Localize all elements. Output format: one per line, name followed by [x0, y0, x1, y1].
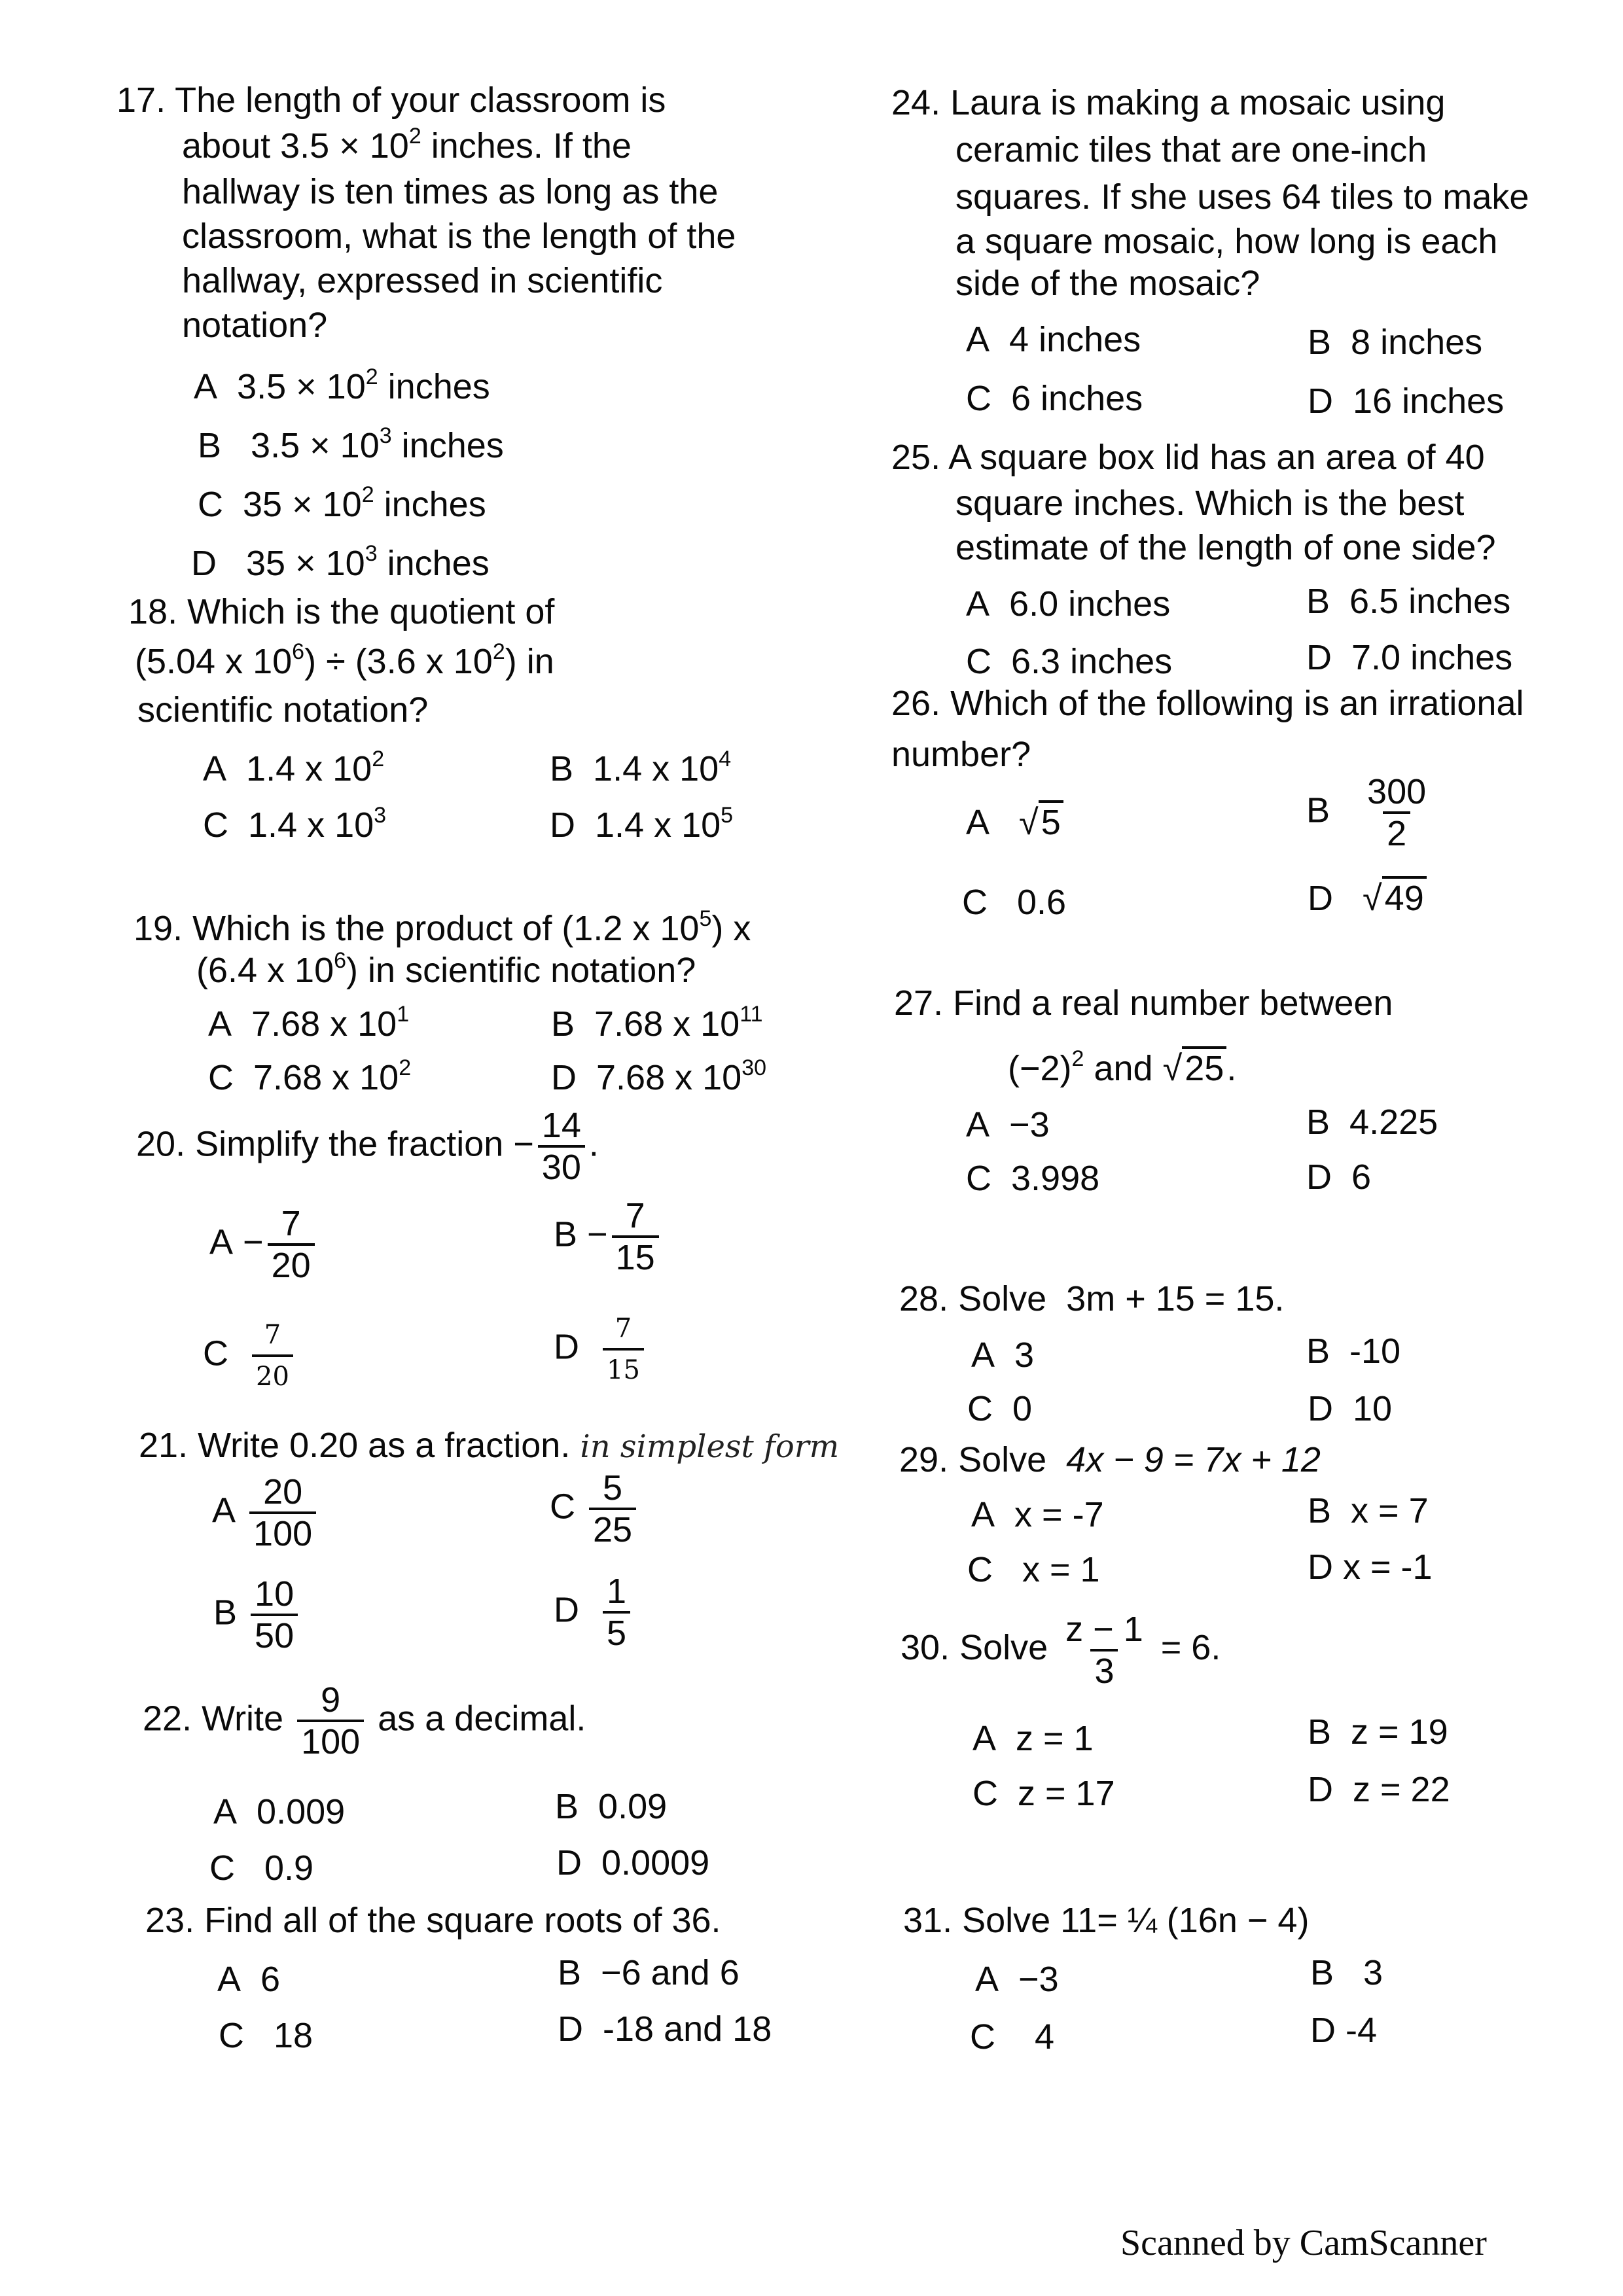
q28-option-a[interactable]: A 3 — [971, 1335, 1035, 1375]
q30-option-a[interactable]: A z = 1 — [972, 1719, 1094, 1758]
q20-stem: 20. Simplify the fraction − $\frac{14}{30}$ . — [136, 1106, 599, 1187]
q18-line1: 18. Which is the quotient of — [128, 592, 555, 631]
q29-option-a[interactable]: A x = -7 — [971, 1495, 1104, 1534]
q25-option-d[interactable]: D 7.0 inches — [1306, 638, 1513, 677]
q24-line1: 24. Laura is making a mosaic using — [891, 83, 1446, 122]
q26-option-c[interactable]: C 0.6 — [962, 883, 1067, 922]
q26-option-b[interactable]: B $\frac{300}{2}$ — [1306, 772, 1427, 853]
q20-option-c[interactable]: C $\frac{7}{20}$ — [203, 1315, 297, 1396]
q30-option-d[interactable]: D z = 22 — [1308, 1770, 1450, 1809]
q24-line5: side of the mosaic? — [955, 264, 1260, 303]
q29-option-b[interactable]: B x = 7 — [1308, 1491, 1429, 1530]
q19-line2: (6.4 x $10^6$) in scientific notation? — [196, 948, 696, 990]
q19-option-a[interactable]: A 7.68 x $10^1$ — [208, 1002, 410, 1044]
q30-option-b[interactable]: B z = 19 — [1308, 1712, 1448, 1752]
q20-option-b[interactable]: B − $\frac{7}{15}$ — [554, 1196, 663, 1277]
q18-option-a[interactable]: A 1.4 x $10^2$ — [203, 747, 385, 788]
q18-option-b[interactable]: B 1.4 x $10^4$ — [550, 747, 732, 788]
q21-option-d[interactable]: D $\frac{1}{5}$ — [554, 1572, 634, 1653]
q30-stem: 30. Solve $\frac{z - 1}{3}$ = 6. — [901, 1610, 1221, 1691]
q24-line2: ceramic tiles that are one-inch — [955, 130, 1427, 169]
q18-expression: (5.04 x $10^6) \div (3.6$ x $10^2$) in — [135, 639, 554, 681]
q17-line4: classroom, what is the length of the — [182, 217, 736, 256]
q29-option-d[interactable]: D x = -1 — [1308, 1547, 1433, 1587]
q27-line2: $(-2)^2$ and √25. — [1008, 1046, 1237, 1088]
q21-handwritten-note: in simplest form — [580, 1428, 840, 1465]
q17-option-c[interactable]: C $35 \times 10^2$ inches — [198, 482, 486, 524]
q18-line2: scientific notation? — [137, 690, 429, 730]
q27-option-d[interactable]: D 6 — [1306, 1157, 1372, 1197]
q23-option-a[interactable]: A 6 — [217, 1960, 281, 1999]
q20-option-a[interactable]: A − $\frac{7}{20}$ — [209, 1204, 319, 1285]
q31-option-a[interactable]: A −3 — [975, 1960, 1059, 1999]
q28-option-d[interactable]: D 10 — [1308, 1389, 1393, 1428]
scanner-footer: Scanned by CamScanner — [1120, 2223, 1487, 2263]
q22-option-b[interactable]: B 0.09 — [555, 1787, 668, 1826]
q26-option-a[interactable]: A √5 — [966, 800, 1063, 845]
q19-line1: 19. Which is the product of (1.2 x $10^5$) x — [134, 906, 751, 948]
q27-stem: 27. Find a real number between — [894, 983, 1393, 1023]
q31-option-d[interactable]: D -4 — [1310, 2011, 1378, 2050]
q27-option-c[interactable]: C 3.998 — [966, 1159, 1100, 1198]
q24-option-a[interactable]: A 4 inches — [966, 320, 1141, 359]
q17-option-a[interactable]: A $3.5 \times 10^2$ inches — [194, 364, 490, 406]
q23-option-c[interactable]: C 18 — [219, 2016, 313, 2055]
q17-line1: 17. The length of your classroom is — [116, 80, 666, 120]
q21-option-a[interactable]: A $\frac{20}{100}$ — [212, 1472, 320, 1553]
q25-line3: estimate of the length of one side? — [955, 528, 1496, 567]
q21-option-b[interactable]: B $\frac{10}{50}$ — [213, 1574, 302, 1655]
q25-option-c[interactable]: C 6.3 inches — [966, 642, 1173, 681]
q21-stem: 21. Write 0.20 as a fraction. in simplest form — [139, 1426, 840, 1465]
q18-option-d[interactable]: D 1.4 x $10^5$ — [550, 803, 734, 845]
q28-stem: 28. Solve 3m + 15 = 15. — [899, 1279, 1285, 1318]
q27-option-b[interactable]: B 4.225 — [1306, 1103, 1438, 1142]
q31-option-b[interactable]: B 3 — [1310, 1953, 1383, 1992]
q24-option-b[interactable]: B 8 inches — [1308, 323, 1483, 362]
q21-option-c[interactable]: C $\frac{5}{25}$ — [550, 1468, 640, 1549]
q19-option-d[interactable]: D 7.68 x $10^{30}$ — [551, 1055, 767, 1097]
q23-option-d[interactable]: D -18 and 18 — [558, 2009, 772, 2049]
q19-option-c[interactable]: C 7.68 x $10^2$ — [208, 1055, 412, 1097]
q22-option-a[interactable]: A 0.009 — [213, 1792, 346, 1831]
q25-option-a[interactable]: A 6.0 inches — [966, 584, 1171, 624]
q22-stem: 22. Write $\frac{9}{100}$ as a decimal. — [143, 1680, 586, 1761]
q24-option-d[interactable]: D 16 inches — [1308, 381, 1505, 421]
q27-option-a[interactable]: A −3 — [966, 1105, 1050, 1144]
q30-option-c[interactable]: C z = 17 — [972, 1774, 1115, 1813]
q20-option-d[interactable]: D $\frac{7}{15}$ — [554, 1309, 648, 1390]
q23-option-b[interactable]: B −6 and 6 — [558, 1953, 740, 1992]
q26-line2: number? — [891, 735, 1031, 774]
q26-line1: 26. Which of the following is an irrational — [891, 684, 1524, 723]
q25-option-b[interactable]: B 6.5 inches — [1306, 582, 1511, 621]
q28-option-b[interactable]: B -10 — [1306, 1332, 1401, 1371]
q19-option-b[interactable]: B 7.68 x $10^{11}$ — [551, 1002, 763, 1044]
q17-option-b[interactable]: B $3.5 \times 10^3$ inches — [198, 423, 504, 465]
q24-option-c[interactable]: C 6 inches — [966, 379, 1143, 418]
q29-stem: 29. Solve 4x − 9 = 7x + 12 — [899, 1440, 1321, 1479]
q31-stem: 31. Solve 11= ¼ (16n − 4) — [903, 1901, 1310, 1940]
q31-option-c[interactable]: C 4 — [970, 2017, 1055, 2057]
q26-option-d[interactable]: D √49 — [1308, 875, 1427, 921]
q25-line1: 25. A square box lid has an area of 40 — [891, 438, 1485, 477]
q17-option-d[interactable]: D $35 \times 10^3$ inches — [191, 541, 490, 583]
q28-option-c[interactable]: C 0 — [967, 1389, 1033, 1428]
q25-line2: square inches. Which is the best — [955, 484, 1465, 523]
q22-option-c[interactable]: C 0.9 — [209, 1848, 314, 1888]
q17-line3: hallway is ten times as long as the — [182, 172, 719, 211]
q29-option-c[interactable]: C x = 1 — [967, 1550, 1100, 1589]
q24-line4: a square mosaic, how long is each — [955, 222, 1498, 261]
q22-option-d[interactable]: D 0.0009 — [556, 1843, 710, 1882]
q17-line5: hallway, expressed in scientific — [182, 261, 663, 300]
q18-option-c[interactable]: C 1.4 x $10^3$ — [203, 803, 387, 845]
q17-line6: notation? — [182, 306, 328, 345]
q23-stem: 23. Find all of the square roots of 36. — [145, 1901, 721, 1940]
q24-line3: squares. If she uses 64 tiles to make — [955, 177, 1529, 217]
q17-line2: about $3.5 \times 10^2$ inches. If the — [182, 124, 632, 166]
